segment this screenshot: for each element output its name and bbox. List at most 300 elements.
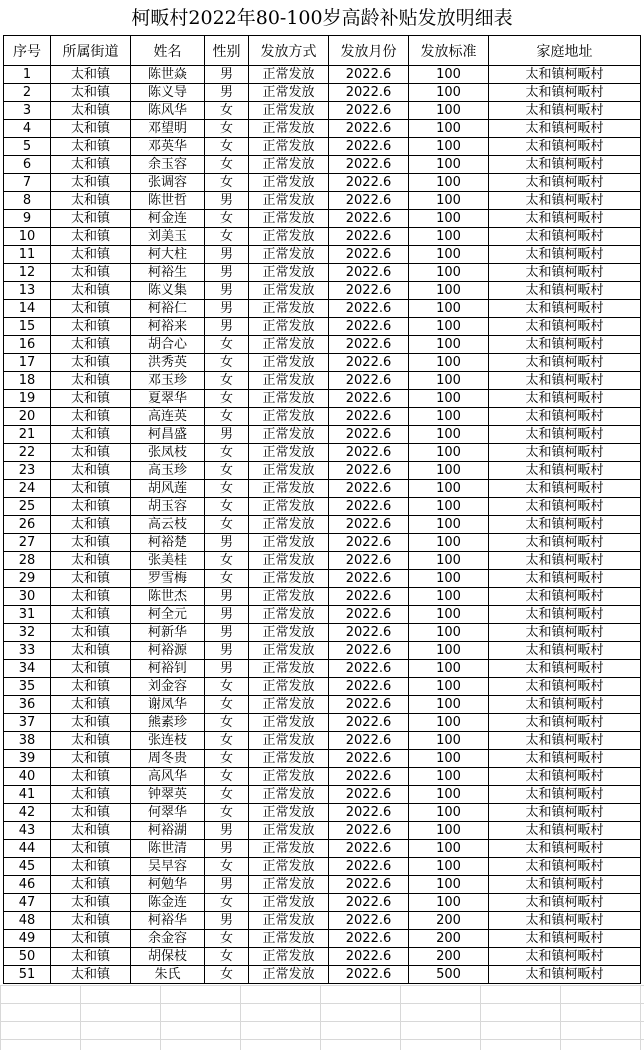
cell-street: 太和镇 [51, 930, 131, 948]
cell-amount: 100 [409, 444, 489, 462]
cell-index: 4 [4, 120, 51, 138]
cell-amount: 200 [409, 912, 489, 930]
cell-amount: 100 [409, 804, 489, 822]
cell-street: 太和镇 [51, 534, 131, 552]
table-body [4, 66, 641, 984]
table-row [4, 768, 641, 786]
table-row [4, 624, 641, 642]
cell-name: 谢凤华 [131, 696, 205, 714]
cell-address: 太和镇柯畈村 [489, 156, 641, 174]
cell-gender: 女 [205, 930, 249, 948]
cell-address: 太和镇柯畈村 [489, 858, 641, 876]
cell-gender: 男 [205, 588, 249, 606]
cell-name: 朱氏 [131, 966, 205, 984]
cell-name: 刘美玉 [131, 228, 205, 246]
cell-gender: 男 [205, 534, 249, 552]
cell-address: 太和镇柯畈村 [489, 66, 641, 84]
cell-method: 正常发放 [249, 462, 329, 480]
cell-index: 49 [4, 930, 51, 948]
cell-gender: 男 [205, 282, 249, 300]
cell-month: 2022.6 [329, 246, 409, 264]
cell-gender: 女 [205, 768, 249, 786]
cell-street: 太和镇 [51, 642, 131, 660]
cell-street: 太和镇 [51, 156, 131, 174]
cell-index: 3 [4, 102, 51, 120]
col-header-month: 发放月份 [329, 36, 409, 66]
cell-amount: 100 [409, 102, 489, 120]
cell-name: 柯裕来 [131, 318, 205, 336]
cell-method: 正常发放 [249, 534, 329, 552]
cell-gender: 男 [205, 66, 249, 84]
cell-amount: 100 [409, 372, 489, 390]
cell-month: 2022.6 [329, 300, 409, 318]
table-row [4, 426, 641, 444]
cell-month: 2022.6 [329, 750, 409, 768]
cell-name: 陈风华 [131, 102, 205, 120]
cell-amount: 100 [409, 66, 489, 84]
cell-address: 太和镇柯畈村 [489, 804, 641, 822]
cell-method: 正常发放 [249, 750, 329, 768]
cell-street: 太和镇 [51, 318, 131, 336]
cell-address: 太和镇柯畈村 [489, 606, 641, 624]
cell-method: 正常发放 [249, 948, 329, 966]
cell-name: 柯勉华 [131, 876, 205, 894]
cell-month: 2022.6 [329, 840, 409, 858]
cell-address: 太和镇柯畈村 [489, 750, 641, 768]
cell-gender: 女 [205, 858, 249, 876]
table-row [4, 804, 641, 822]
cell-method: 正常发放 [249, 336, 329, 354]
cell-address: 太和镇柯畈村 [489, 210, 641, 228]
cell-method: 正常发放 [249, 930, 329, 948]
cell-name: 柯昌盛 [131, 426, 205, 444]
cell-name: 柯裕仁 [131, 300, 205, 318]
table-row [4, 732, 641, 750]
cell-street: 太和镇 [51, 192, 131, 210]
cell-amount: 100 [409, 228, 489, 246]
cell-index: 47 [4, 894, 51, 912]
table-row [4, 750, 641, 768]
cell-method: 正常发放 [249, 228, 329, 246]
cell-index: 30 [4, 588, 51, 606]
cell-month: 2022.6 [329, 930, 409, 948]
cell-street: 太和镇 [51, 948, 131, 966]
cell-amount: 100 [409, 264, 489, 282]
cell-street: 太和镇 [51, 426, 131, 444]
cell-index: 36 [4, 696, 51, 714]
cell-gender: 男 [205, 606, 249, 624]
cell-month: 2022.6 [329, 228, 409, 246]
cell-month: 2022.6 [329, 804, 409, 822]
cell-gender: 女 [205, 462, 249, 480]
cell-amount: 100 [409, 282, 489, 300]
cell-gender: 女 [205, 732, 249, 750]
cell-gender: 女 [205, 696, 249, 714]
table-row [4, 138, 641, 156]
cell-method: 正常发放 [249, 138, 329, 156]
cell-street: 太和镇 [51, 894, 131, 912]
sheet-title: 柯畈村2022年80-100岁高龄补贴发放明细表 [131, 7, 513, 29]
cell-address: 太和镇柯畈村 [489, 408, 641, 426]
cell-amount: 100 [409, 786, 489, 804]
cell-method: 正常发放 [249, 966, 329, 984]
cell-method: 正常发放 [249, 480, 329, 498]
cell-address: 太和镇柯畈村 [489, 102, 641, 120]
cell-method: 正常发放 [249, 120, 329, 138]
cell-index: 34 [4, 660, 51, 678]
table-row [4, 660, 641, 678]
cell-method: 正常发放 [249, 660, 329, 678]
cell-gender: 女 [205, 786, 249, 804]
cell-street: 太和镇 [51, 246, 131, 264]
cell-index: 39 [4, 750, 51, 768]
cell-month: 2022.6 [329, 552, 409, 570]
cell-method: 正常发放 [249, 408, 329, 426]
cell-month: 2022.6 [329, 390, 409, 408]
cell-month: 2022.6 [329, 138, 409, 156]
cell-gender: 女 [205, 498, 249, 516]
cell-name: 柯裕源 [131, 642, 205, 660]
cell-street: 太和镇 [51, 462, 131, 480]
cell-amount: 200 [409, 930, 489, 948]
cell-gender: 女 [205, 948, 249, 966]
cell-amount: 100 [409, 840, 489, 858]
cell-month: 2022.6 [329, 498, 409, 516]
cell-method: 正常发放 [249, 102, 329, 120]
cell-amount: 100 [409, 678, 489, 696]
cell-method: 正常发放 [249, 822, 329, 840]
cell-index: 8 [4, 192, 51, 210]
table-row [4, 84, 641, 102]
header-row [4, 36, 641, 66]
cell-address: 太和镇柯畈村 [489, 930, 641, 948]
cell-month: 2022.6 [329, 912, 409, 930]
cell-month: 2022.6 [329, 714, 409, 732]
cell-method: 正常发放 [249, 714, 329, 732]
cell-amount: 100 [409, 858, 489, 876]
cell-address: 太和镇柯畈村 [489, 192, 641, 210]
cell-index: 20 [4, 408, 51, 426]
table-row [4, 282, 641, 300]
cell-amount: 500 [409, 966, 489, 984]
cell-index: 33 [4, 642, 51, 660]
cell-month: 2022.6 [329, 102, 409, 120]
cell-index: 23 [4, 462, 51, 480]
cell-index: 51 [4, 966, 51, 984]
cell-name: 邓玉珍 [131, 372, 205, 390]
col-header-name: 姓名 [131, 36, 205, 66]
cell-month: 2022.6 [329, 768, 409, 786]
cell-method: 正常发放 [249, 264, 329, 282]
cell-name: 柯金连 [131, 210, 205, 228]
cell-street: 太和镇 [51, 714, 131, 732]
cell-month: 2022.6 [329, 354, 409, 372]
cell-amount: 100 [409, 750, 489, 768]
cell-index: 16 [4, 336, 51, 354]
cell-amount: 100 [409, 210, 489, 228]
cell-address: 太和镇柯畈村 [489, 624, 641, 642]
cell-method: 正常发放 [249, 804, 329, 822]
cell-month: 2022.6 [329, 156, 409, 174]
cell-name: 陈义集 [131, 282, 205, 300]
cell-street: 太和镇 [51, 138, 131, 156]
table-row [4, 678, 641, 696]
cell-address: 太和镇柯畈村 [489, 138, 641, 156]
cell-month: 2022.6 [329, 408, 409, 426]
table-row [4, 822, 641, 840]
cell-method: 正常发放 [249, 390, 329, 408]
table-row [4, 966, 641, 984]
table-row [4, 210, 641, 228]
table-row [4, 912, 641, 930]
cell-street: 太和镇 [51, 840, 131, 858]
cell-gender: 女 [205, 408, 249, 426]
cell-name: 熊素珍 [131, 714, 205, 732]
cell-index: 29 [4, 570, 51, 588]
table-row [4, 570, 641, 588]
cell-name: 柯裕湖 [131, 822, 205, 840]
table-row [4, 642, 641, 660]
cell-gender: 女 [205, 480, 249, 498]
col-header-amount: 发放标准 [409, 36, 489, 66]
table-row [4, 930, 641, 948]
table-row [4, 354, 641, 372]
cell-name: 柯大柱 [131, 246, 205, 264]
cell-street: 太和镇 [51, 498, 131, 516]
cell-name: 柯新华 [131, 624, 205, 642]
cell-index: 15 [4, 318, 51, 336]
cell-street: 太和镇 [51, 210, 131, 228]
cell-month: 2022.6 [329, 264, 409, 282]
cell-street: 太和镇 [51, 300, 131, 318]
cell-month: 2022.6 [329, 336, 409, 354]
cell-name: 柯全元 [131, 606, 205, 624]
cell-street: 太和镇 [51, 408, 131, 426]
cell-gender: 男 [205, 840, 249, 858]
cell-name: 张凤枝 [131, 444, 205, 462]
cell-street: 太和镇 [51, 354, 131, 372]
cell-street: 太和镇 [51, 120, 131, 138]
cell-month: 2022.6 [329, 426, 409, 444]
table-row [4, 552, 641, 570]
cell-name: 邓望明 [131, 120, 205, 138]
cell-gender: 女 [205, 174, 249, 192]
cell-name: 陈世焱 [131, 66, 205, 84]
cell-name: 胡风莲 [131, 480, 205, 498]
table-row [4, 300, 641, 318]
cell-address: 太和镇柯畈村 [489, 426, 641, 444]
cell-address: 太和镇柯畈村 [489, 714, 641, 732]
cell-month: 2022.6 [329, 516, 409, 534]
cell-gender: 女 [205, 156, 249, 174]
cell-amount: 200 [409, 948, 489, 966]
cell-month: 2022.6 [329, 894, 409, 912]
cell-gender: 男 [205, 876, 249, 894]
cell-name: 柯裕钊 [131, 660, 205, 678]
cell-month: 2022.6 [329, 480, 409, 498]
cell-month: 2022.6 [329, 678, 409, 696]
cell-street: 太和镇 [51, 480, 131, 498]
cell-street: 太和镇 [51, 282, 131, 300]
cell-amount: 100 [409, 84, 489, 102]
cell-index: 25 [4, 498, 51, 516]
cell-name: 陈金连 [131, 894, 205, 912]
cell-gender: 男 [205, 192, 249, 210]
cell-street: 太和镇 [51, 822, 131, 840]
table-row [4, 156, 641, 174]
cell-street: 太和镇 [51, 768, 131, 786]
cell-month: 2022.6 [329, 786, 409, 804]
cell-index: 40 [4, 768, 51, 786]
cell-name: 张连枝 [131, 732, 205, 750]
table-row [4, 390, 641, 408]
cell-name: 柯裕华 [131, 912, 205, 930]
table-row [4, 696, 641, 714]
cell-gender: 女 [205, 570, 249, 588]
cell-index: 28 [4, 552, 51, 570]
col-header-gender: 性别 [205, 36, 249, 66]
cell-method: 正常发放 [249, 606, 329, 624]
cell-month: 2022.6 [329, 858, 409, 876]
cell-address: 太和镇柯畈村 [489, 534, 641, 552]
table-row [4, 336, 641, 354]
cell-address: 太和镇柯畈村 [489, 480, 641, 498]
cell-address: 太和镇柯畈村 [489, 444, 641, 462]
cell-address: 太和镇柯畈村 [489, 84, 641, 102]
cell-index: 14 [4, 300, 51, 318]
cell-amount: 100 [409, 876, 489, 894]
cell-street: 太和镇 [51, 858, 131, 876]
cell-street: 太和镇 [51, 552, 131, 570]
cell-method: 正常发放 [249, 642, 329, 660]
cell-index: 22 [4, 444, 51, 462]
cell-month: 2022.6 [329, 84, 409, 102]
cell-month: 2022.6 [329, 462, 409, 480]
cell-index: 27 [4, 534, 51, 552]
cell-street: 太和镇 [51, 174, 131, 192]
cell-method: 正常发放 [249, 876, 329, 894]
table-row [4, 858, 641, 876]
cell-address: 太和镇柯畈村 [489, 678, 641, 696]
cell-street: 太和镇 [51, 372, 131, 390]
table-row [4, 462, 641, 480]
cell-amount: 100 [409, 714, 489, 732]
cell-month: 2022.6 [329, 192, 409, 210]
cell-gender: 男 [205, 300, 249, 318]
table-row [4, 498, 641, 516]
cell-index: 37 [4, 714, 51, 732]
cell-month: 2022.6 [329, 210, 409, 228]
cell-amount: 100 [409, 516, 489, 534]
cell-street: 太和镇 [51, 516, 131, 534]
cell-street: 太和镇 [51, 390, 131, 408]
table-row [4, 516, 641, 534]
cell-index: 9 [4, 210, 51, 228]
cell-name: 高连英 [131, 408, 205, 426]
table-row [4, 228, 641, 246]
cell-address: 太和镇柯畈村 [489, 282, 641, 300]
table-row [4, 174, 641, 192]
table-row [4, 444, 641, 462]
cell-amount: 100 [409, 120, 489, 138]
cell-month: 2022.6 [329, 696, 409, 714]
table-row [4, 786, 641, 804]
cell-method: 正常发放 [249, 66, 329, 84]
cell-method: 正常发放 [249, 678, 329, 696]
cell-method: 正常发放 [249, 444, 329, 462]
cell-amount: 100 [409, 426, 489, 444]
cell-index: 38 [4, 732, 51, 750]
table-row [4, 894, 641, 912]
cell-month: 2022.6 [329, 318, 409, 336]
cell-month: 2022.6 [329, 444, 409, 462]
cell-street: 太和镇 [51, 444, 131, 462]
cell-amount: 100 [409, 606, 489, 624]
cell-street: 太和镇 [51, 786, 131, 804]
cell-address: 太和镇柯畈村 [489, 120, 641, 138]
cell-method: 正常发放 [249, 192, 329, 210]
cell-index: 13 [4, 282, 51, 300]
cell-gender: 男 [205, 624, 249, 642]
cell-amount: 100 [409, 696, 489, 714]
cell-amount: 100 [409, 354, 489, 372]
cell-name: 何翠华 [131, 804, 205, 822]
cell-address: 太和镇柯畈村 [489, 894, 641, 912]
empty-sheet-gridlines [0, 985, 644, 1050]
cell-month: 2022.6 [329, 660, 409, 678]
cell-method: 正常发放 [249, 84, 329, 102]
cell-month: 2022.6 [329, 642, 409, 660]
col-header-address: 家庭地址 [489, 36, 641, 66]
cell-month: 2022.6 [329, 534, 409, 552]
cell-amount: 100 [409, 768, 489, 786]
cell-street: 太和镇 [51, 264, 131, 282]
cell-gender: 女 [205, 552, 249, 570]
cell-name: 胡玉容 [131, 498, 205, 516]
cell-method: 正常发放 [249, 786, 329, 804]
cell-address: 太和镇柯畈村 [489, 912, 641, 930]
cell-amount: 100 [409, 822, 489, 840]
cell-month: 2022.6 [329, 822, 409, 840]
table-row [4, 876, 641, 894]
cell-amount: 100 [409, 156, 489, 174]
cell-method: 正常发放 [249, 696, 329, 714]
cell-name: 夏翠华 [131, 390, 205, 408]
table-row [4, 606, 641, 624]
cell-gender: 女 [205, 894, 249, 912]
cell-address: 太和镇柯畈村 [489, 318, 641, 336]
cell-gender: 男 [205, 84, 249, 102]
cell-name: 周冬贵 [131, 750, 205, 768]
cell-method: 正常发放 [249, 246, 329, 264]
cell-name: 洪秀英 [131, 354, 205, 372]
cell-name: 邓英华 [131, 138, 205, 156]
cell-amount: 100 [409, 390, 489, 408]
cell-method: 正常发放 [249, 624, 329, 642]
cell-name: 罗雪梅 [131, 570, 205, 588]
cell-amount: 100 [409, 246, 489, 264]
cell-address: 太和镇柯畈村 [489, 336, 641, 354]
cell-street: 太和镇 [51, 750, 131, 768]
col-header-method: 发放方式 [249, 36, 329, 66]
cell-index: 21 [4, 426, 51, 444]
cell-gender: 女 [205, 516, 249, 534]
cell-method: 正常发放 [249, 300, 329, 318]
cell-gender: 女 [205, 678, 249, 696]
cell-address: 太和镇柯畈村 [489, 840, 641, 858]
cell-method: 正常发放 [249, 858, 329, 876]
cell-index: 45 [4, 858, 51, 876]
